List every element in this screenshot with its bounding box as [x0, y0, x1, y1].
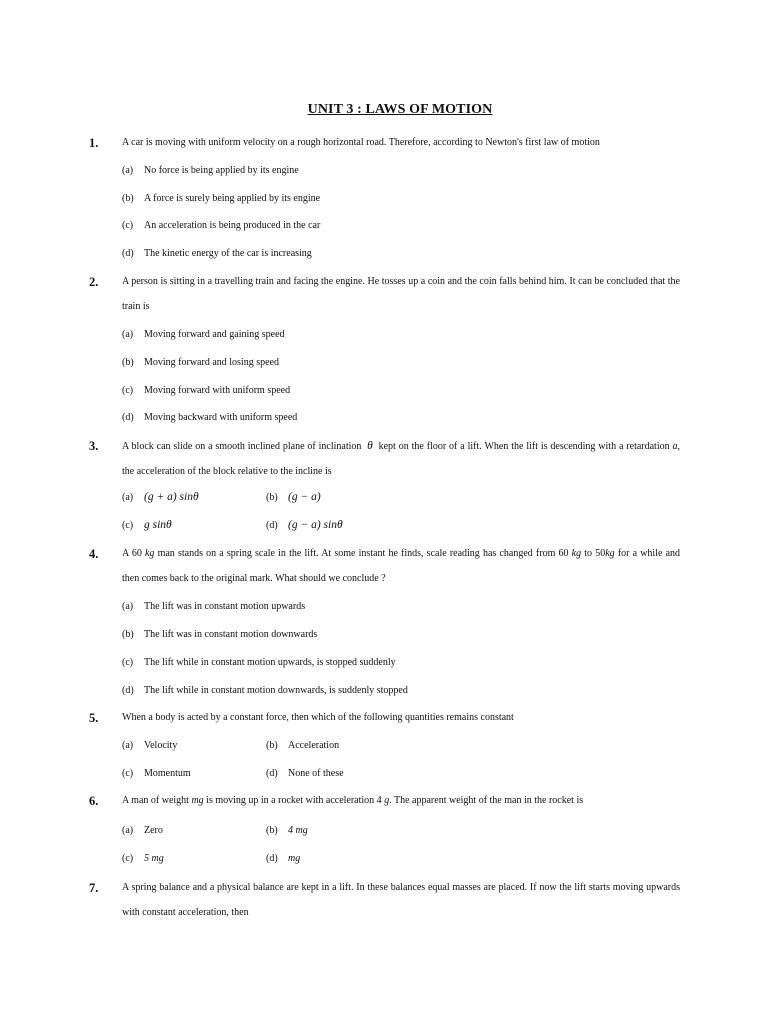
option-label: (b)	[122, 629, 134, 640]
option-label: (a)	[122, 740, 134, 751]
question-text-part: A block can slide on a smooth inclined plane of inclination	[122, 441, 362, 452]
option-b	[266, 491, 321, 503]
option-label: (d)	[266, 853, 278, 864]
option-math: 4 mg	[288, 825, 308, 836]
option-text: Velocity	[144, 740, 178, 751]
option-text: The lift while in constant motion upwards, is stopped suddenly	[144, 657, 396, 668]
option-a	[122, 740, 177, 751]
option-d	[266, 768, 344, 779]
option-label: (d)	[122, 412, 134, 423]
question-text-part: . The apparent weight of the man in the rocket is	[389, 795, 584, 806]
option-math: (g − a)	[288, 491, 321, 503]
option-label: (a)	[122, 492, 134, 503]
unit-kg: kg	[144, 548, 155, 559]
option-label: (a)	[122, 825, 134, 836]
question-number: 4.	[89, 547, 99, 561]
option-d	[122, 412, 297, 423]
option-b	[122, 629, 317, 640]
option-text: The lift was in constant motion downwards	[144, 629, 318, 640]
question-text	[122, 789, 680, 814]
option-label: (b)	[266, 492, 278, 503]
option-d	[266, 853, 300, 864]
page-title: UNIT 3 : LAWS OF MOTION	[307, 102, 493, 117]
option-label: (d)	[266, 768, 278, 779]
option-a	[122, 825, 163, 836]
question-text-part: for a while and then comes back to the original mark. What should we conclude ?	[122, 548, 681, 584]
option-label: (c)	[122, 657, 134, 668]
option-label: (c)	[122, 768, 134, 779]
option-c	[122, 385, 290, 396]
option-text: None of these	[288, 768, 344, 779]
option-label: (d)	[266, 520, 278, 531]
question-text-part: is moving up in a rocket with acceleration 4	[206, 795, 382, 806]
option-label: (d)	[122, 685, 134, 696]
option-label: (b)	[122, 193, 134, 204]
option-b	[266, 825, 308, 836]
question-number: 1.	[89, 136, 99, 150]
question-text: When a body is acted by a constant force, then which of the following quantities remains constant	[122, 712, 514, 723]
question-text-part: A 60	[122, 548, 142, 559]
g-symbol: g	[384, 795, 390, 806]
option-text: The kinetic energy of the car is increasing	[144, 248, 312, 259]
option-label: (a)	[122, 165, 134, 176]
option-label: (a)	[122, 329, 134, 340]
option-text: Moving forward with uniform speed	[144, 385, 291, 396]
option-label: (d)	[122, 248, 134, 259]
option-c	[122, 220, 320, 231]
option-math: mg	[288, 853, 301, 864]
question-text	[122, 542, 680, 591]
option-text: Momentum	[144, 768, 191, 779]
option-text: Acceleration	[288, 740, 340, 751]
question-text: A car is moving with uniform velocity on a rough horizontal road. Therefore, according to Newton's first law of motion	[122, 137, 600, 148]
unit-kg: kg	[605, 548, 615, 559]
retardation-symbol: a	[672, 441, 678, 452]
option-d	[266, 519, 343, 531]
option-c	[122, 657, 396, 668]
question-text: A spring balance and a physical balance are kept in a lift. In these balances equal masses are placed. If now the lift starts moving upwards with constant acceleration, then	[122, 882, 680, 918]
option-d	[122, 685, 408, 696]
option-text: Zero	[144, 825, 163, 836]
question-text-part: man stands on a spring scale in the lift. At some instant he finds, scale reading has changed from 60	[157, 548, 569, 559]
question-number: 5.	[89, 711, 99, 725]
option-math: 5 mg	[144, 853, 164, 864]
question-number: 7.	[89, 881, 99, 895]
unit-kg: kg	[571, 548, 582, 559]
option-text: An acceleration is being produced in the car	[144, 220, 321, 231]
option-d	[122, 248, 312, 259]
option-b	[122, 357, 279, 368]
option-a	[122, 601, 305, 612]
question-text-part: kept on the floor of a lift. When the lift is descending with a retardation	[378, 441, 670, 452]
question-text: A person is sitting in a travelling train and facing the engine. He tosses up a coin and the coin falls behind him. It can be concluded that the train is	[122, 276, 680, 312]
option-a	[122, 329, 285, 340]
question-number: 3.	[89, 439, 99, 453]
option-label: (c)	[122, 520, 134, 531]
option-text: A force is surely being applied by its engine	[144, 193, 321, 204]
question-number: 6.	[89, 794, 99, 808]
question-number: 2.	[89, 275, 99, 289]
option-label: (c)	[122, 220, 134, 231]
option-text: The lift was in constant motion upwards	[144, 601, 306, 612]
option-a	[122, 491, 199, 503]
option-math: (g + a) sinθ	[144, 491, 199, 503]
option-c	[122, 768, 191, 779]
option-c	[122, 519, 172, 531]
option-text: No force is being applied by its engine	[144, 165, 299, 176]
option-math: (g − a) sinθ	[288, 519, 343, 531]
option-label: (c)	[122, 853, 134, 864]
option-label: (b)	[122, 357, 134, 368]
option-b	[122, 193, 320, 204]
option-b	[266, 740, 339, 751]
option-text: The lift while in constant motion downwards, is suddenly stopped	[144, 685, 408, 696]
question-text-part: to 50	[584, 548, 606, 559]
option-c	[122, 853, 164, 864]
option-a	[122, 165, 299, 176]
option-label: (b)	[266, 825, 278, 836]
question-text	[122, 434, 680, 484]
option-label: (b)	[266, 740, 278, 751]
mg-symbol: mg	[191, 795, 204, 806]
option-math: g sinθ	[144, 519, 172, 531]
theta-symbol: θ	[367, 440, 373, 452]
option-label: (c)	[122, 385, 134, 396]
question-text-part: , the acceleration of the block relative to the incline is	[122, 441, 680, 477]
option-text: Moving forward and losing speed	[144, 357, 279, 368]
option-text: Moving forward and gaining speed	[144, 329, 285, 340]
question-text-part: A man of weight	[122, 795, 189, 806]
option-text: Moving backward with uniform speed	[144, 412, 298, 423]
option-label: (a)	[122, 601, 134, 612]
